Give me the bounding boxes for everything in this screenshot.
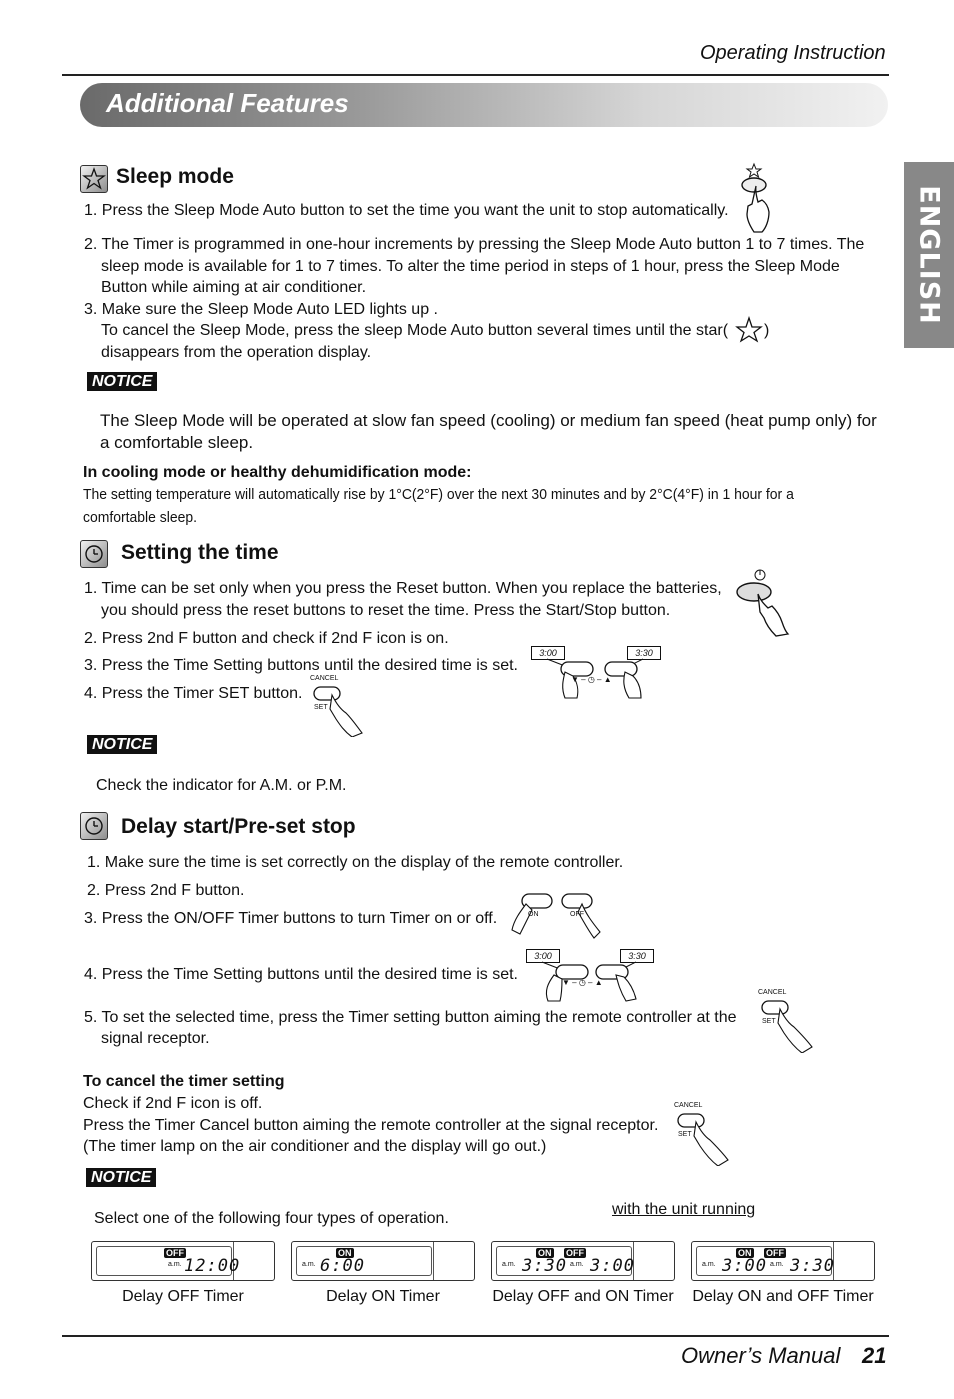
time-step-4: 4. Press the Timer SET button. bbox=[84, 685, 303, 702]
notice-badge: NOTICE bbox=[87, 372, 157, 391]
notice-badge: NOTICE bbox=[86, 1168, 156, 1187]
running-header: Operating Instruction bbox=[700, 42, 886, 64]
display-time-a: 3:00 bbox=[526, 949, 560, 963]
time-step-1-line2: you should press the reset buttons to reset the time. Press the Start/Stop button. bbox=[101, 602, 671, 619]
star-inline-icon bbox=[734, 316, 764, 344]
time-notice-text: Check the indicator for A.M. or P.M. bbox=[96, 777, 347, 794]
off-badge: OFF bbox=[566, 1248, 584, 1258]
cancel-timer-line3: (The timer lamp on the air conditioner and the display will go out.) bbox=[83, 1138, 547, 1155]
caption-delay-off-timer: Delay OFF Timer bbox=[122, 1288, 244, 1305]
time-heading: Setting the time bbox=[121, 541, 279, 564]
display-time-1: 3:00 bbox=[722, 1256, 767, 1276]
language-tab-label: ENGLISH bbox=[913, 185, 945, 325]
am-indicator: a.m. bbox=[502, 1261, 516, 1268]
sleep-notice-line1: The Sleep Mode will be operated at slow fan speed (cooling) or medium fan speed (heat pump only) for bbox=[100, 411, 877, 430]
display-delay-off-and-on-timer bbox=[491, 1241, 675, 1281]
off-badge: OFF bbox=[766, 1248, 784, 1258]
set-button-press-icon bbox=[758, 989, 818, 1053]
clock-icon bbox=[80, 812, 108, 840]
am-indicator: a.m. bbox=[770, 1261, 784, 1268]
time-step-3: 3. Press the Time Setting buttons until the desired time is set. bbox=[84, 657, 518, 674]
notice-badge: NOTICE bbox=[87, 735, 157, 754]
delay-step-3: 3. Press the ON/OFF Timer buttons to turn Timer on or off. bbox=[84, 910, 498, 927]
timer-set-button-diagram bbox=[758, 989, 818, 1053]
time-setting-arrows: ▼ – ◷ – ▲ bbox=[562, 978, 603, 987]
set-label: SET bbox=[678, 1131, 692, 1138]
cancel-label: CANCEL bbox=[758, 989, 787, 996]
sleep-step-2-line3: Button while aiming at air conditioner. bbox=[101, 279, 367, 296]
off-badge: OFF bbox=[166, 1248, 184, 1258]
on-badge: ON bbox=[538, 1248, 552, 1258]
section-banner bbox=[80, 83, 888, 127]
delay-step-1: 1. Make sure the time is set correctly on the display of the remote controller. bbox=[87, 854, 624, 871]
cooling-mode-line1: The setting temperature will automatically rise by 1°C(2°F) over the next 30 minutes and by 2°C(4°F) in 1 hour for a bbox=[83, 486, 794, 503]
display-time: 12:00 bbox=[184, 1256, 241, 1276]
delay-step-5-line1: 5. To set the selected time, press the Timer setting button aiming the remote controller at the bbox=[84, 1009, 737, 1026]
sleep-step-2-line1: 2. The Timer is programmed in one-hour increments by pressing the Sleep Mode Auto button 1 to 7 times. The bbox=[84, 236, 865, 253]
display-delay-on-timer bbox=[291, 1241, 475, 1281]
set-label: SET bbox=[762, 1018, 776, 1025]
display-time-2: 3:00 bbox=[590, 1256, 635, 1276]
footer-title: Owner’s Manual bbox=[681, 1343, 841, 1368]
sleep-step-1: 1. Press the Sleep Mode Auto button to set the time you want the unit to stop automatically. bbox=[84, 202, 729, 219]
display-time-2: 3:30 bbox=[790, 1256, 835, 1276]
cooling-mode-line2: comfortable sleep. bbox=[83, 509, 197, 526]
time-setting-buttons-diagram bbox=[525, 642, 665, 702]
unit-running-label: with the unit running bbox=[612, 1201, 756, 1218]
am-indicator: a.m. bbox=[168, 1261, 182, 1268]
page-number: 21 bbox=[862, 1343, 887, 1368]
am-indicator: a.m. bbox=[302, 1261, 316, 1268]
on-off-buttons-icon bbox=[508, 890, 608, 940]
sleep-step-2-line2: sleep mode is available for 1 to 7 times. To alter the time period in steps of 1 hour, press the Sleep Mode bbox=[101, 258, 840, 275]
on-off-timer-buttons-diagram bbox=[508, 890, 608, 940]
set-label: SET bbox=[314, 704, 328, 711]
delay-heading: Delay start/Pre-set stop bbox=[121, 815, 356, 838]
caption-delay-on-and-off-timer: Delay ON and OFF Timer bbox=[692, 1288, 874, 1305]
sleep-step-3-line1: 3. Make sure the Sleep Mode Auto LED lights up . bbox=[84, 301, 438, 318]
caption-delay-on-timer: Delay ON Timer bbox=[326, 1288, 440, 1305]
timer-set-button-diagram bbox=[310, 675, 370, 737]
display-time: 6:00 bbox=[320, 1256, 365, 1276]
star-icon bbox=[80, 165, 108, 193]
sleep-step-3-line3: disappears from the operation display. bbox=[101, 344, 372, 361]
banner-title: Additional Features bbox=[106, 88, 349, 118]
cancel-label: CANCEL bbox=[674, 1102, 703, 1109]
delay-notice-text: Select one of the following four types of operation. bbox=[94, 1210, 449, 1227]
header-rule bbox=[62, 74, 889, 76]
time-step-2: 2. Press 2nd F button and check if 2nd F icon is on. bbox=[84, 630, 449, 647]
footer-rule bbox=[62, 1335, 889, 1337]
set-button-press-icon bbox=[310, 675, 370, 737]
am-indicator: a.m. bbox=[570, 1261, 584, 1268]
caption-delay-off-and-on-timer: Delay OFF and ON Timer bbox=[492, 1288, 674, 1305]
display-time-a: 3:00 bbox=[531, 646, 565, 660]
reset-button-press-icon bbox=[734, 566, 794, 638]
delay-step-5-line2: signal receptor. bbox=[101, 1030, 210, 1047]
display-time-b: 3:30 bbox=[620, 949, 654, 963]
delay-step-4: 4. Press the Time Setting buttons until the desired time is set. bbox=[84, 966, 518, 983]
on-badge: ON bbox=[338, 1248, 352, 1258]
delay-step-2: 2. Press 2nd F button. bbox=[87, 882, 245, 899]
sleep-button-press-icon bbox=[736, 162, 776, 234]
time-setting-buttons-diagram bbox=[520, 945, 660, 1005]
language-tab bbox=[904, 162, 954, 348]
cancel-label: CANCEL bbox=[310, 675, 339, 682]
time-setting-arrows: ▼ – ◷ – ▲ bbox=[571, 675, 612, 684]
sleep-step-3-close: ) bbox=[764, 322, 770, 339]
sleep-notice-line2: a comfortable sleep. bbox=[100, 433, 254, 452]
am-indicator: a.m. bbox=[702, 1261, 716, 1268]
cooling-mode-heading: In cooling mode or healthy dehumidification mode: bbox=[83, 464, 472, 481]
display-time-1: 3:30 bbox=[522, 1256, 567, 1276]
on-badge: ON bbox=[738, 1248, 752, 1258]
cancel-timer-line2: Press the Timer Cancel button aiming the remote controller at the signal receptor. bbox=[83, 1117, 659, 1134]
display-delay-on-and-off-timer bbox=[691, 1241, 875, 1281]
sleep-heading: Sleep mode bbox=[116, 165, 234, 188]
display-time-b: 3:30 bbox=[627, 646, 661, 660]
off-timer-label: OFF bbox=[570, 911, 584, 918]
clock-icon bbox=[80, 540, 108, 568]
down-up-buttons-icon bbox=[520, 945, 660, 1005]
time-step-1-line1: 1. Time can be set only when you press the Reset button. When you replace the batteries, bbox=[84, 580, 722, 597]
cancel-timer-line1: Check if 2nd F icon is off. bbox=[83, 1095, 263, 1112]
timer-cancel-button-diagram bbox=[674, 1102, 734, 1166]
cancel-timer-heading: To cancel the timer setting bbox=[83, 1073, 285, 1090]
sleep-step-3-line2: To cancel the Sleep Mode, press the sleep Mode Auto button several times until the star( bbox=[101, 322, 729, 339]
down-up-buttons-icon bbox=[525, 642, 665, 702]
cancel-button-press-icon bbox=[674, 1102, 734, 1166]
on-timer-label: ON bbox=[528, 911, 539, 918]
display-delay-off-timer bbox=[91, 1241, 275, 1281]
